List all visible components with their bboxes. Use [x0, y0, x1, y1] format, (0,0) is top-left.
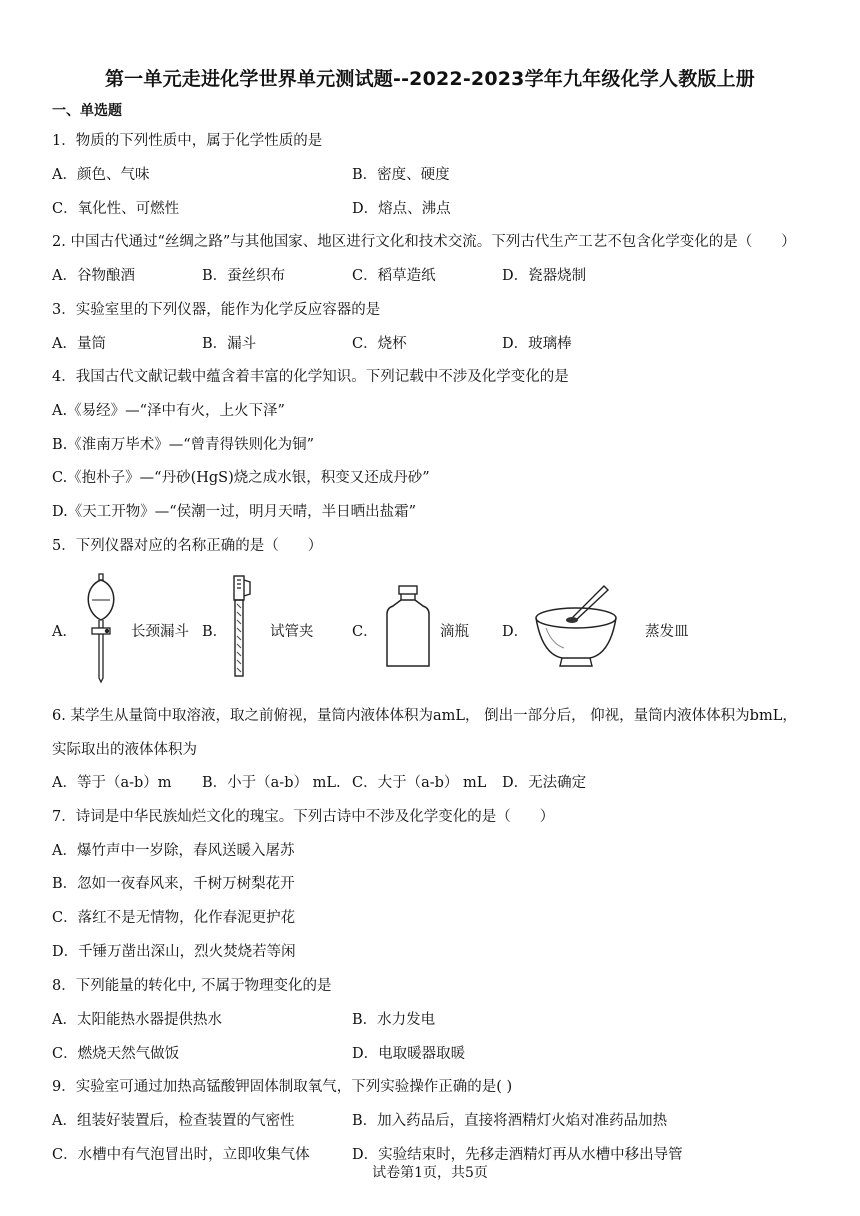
question-5-label-d: 蒸发皿: [645, 624, 689, 640]
question-9-option-b: B．加入药品后，直接将酒精灯火焰对准药品加热: [352, 1113, 668, 1129]
question-6-stem: 6. 某学生从量筒中取溶液，取之前俯视，量筒内液体体积为amL， 倒出一部分后， 仰视，量筒内液体体积为bmL，: [52, 708, 797, 724]
question-3-option-a: A．量筒: [52, 336, 106, 352]
question-6-option-c: C．大于（a-b） mL: [352, 775, 487, 791]
question-2-option-a: A．谷物酿酒: [52, 268, 135, 284]
question-6-option-b-text: B．小于（a-b） mL: [202, 775, 336, 791]
question-5-option-d: D．: [502, 624, 529, 640]
page-footer: 试卷第1页，共5页: [372, 1165, 488, 1181]
question-8-option-b: B．水力发电: [352, 1012, 436, 1028]
question-3-stem: 3．实验室里的下列仪器，能作为化学反应容器的是: [52, 302, 381, 318]
question-4-option-b: B.《淮南万毕术》—“曾青得铁则化为铜”: [52, 437, 315, 453]
question-1-option-b: B．密度、硬度: [352, 167, 450, 183]
question-6-stem-continued: 实际取出的液体体积为: [52, 742, 197, 758]
question-2-option-d: D．瓷器烧制: [502, 268, 587, 284]
question-1-option-c: C．氧化性、可燃性: [52, 201, 180, 217]
question-6-option-a: A．等于（a-b）m: [52, 775, 172, 791]
question-9-stem: 9．实验室可通过加热高锰酸钾固体制取氧气，下列实验操作正确的是( ): [52, 1079, 513, 1095]
test-tube-holder-icon: [228, 574, 254, 680]
question-8-option-d: D．电取暖器取暖: [352, 1046, 466, 1062]
question-6-option-b: [202, 771, 341, 792]
question-3-option-c: C．烧杯: [352, 336, 407, 352]
question-4-option-a: A.《易经》—“泽中有火，上火下泽”: [52, 403, 285, 419]
question-5-label-a: 长颈漏斗: [131, 624, 189, 640]
question-2-stem: 2. 中国古代通过“丝绸之路”与其他国家、地区进行文化和技术交流。下列古代生产工艺不包含化学变化的是（ ）: [52, 234, 796, 250]
question-1-stem: 1．物质的下列性质中，属于化学性质的是: [52, 133, 323, 149]
question-9-option-d: D．实验结束时，先移走酒精灯再从水槽中移出导管: [352, 1147, 683, 1163]
question-5-option-a: A．: [52, 624, 77, 640]
section-heading: 一、单选题: [52, 103, 122, 119]
question-7-stem: 7．诗词是中华民族灿烂文化的瑰宝。下列古诗中不涉及化学变化的是（ ）: [52, 809, 555, 825]
page-title: 第一单元走进化学世界单元测试题--2022-2023学年九年级化学人教版上册: [104, 68, 756, 90]
question-5-option-c: C．: [352, 624, 378, 640]
question-6-option-b-period: .: [335, 775, 341, 791]
question-5-option-b: B．: [202, 624, 228, 640]
question-3-option-b: B．漏斗: [202, 336, 257, 352]
question-1-option-a: A．颜色、气味: [52, 167, 150, 183]
question-7-option-b: B．忽如一夜春风来，千树万树梨花开: [52, 876, 295, 892]
question-2-option-c: C．稻草造纸: [352, 268, 436, 284]
question-5-label-c: 滴瓶: [440, 624, 469, 640]
question-5-label-b: 试管夹: [270, 624, 314, 640]
question-8-stem: 8．下列能量的转化中, 不属于物理变化的是: [52, 978, 332, 994]
separatory-funnel-icon: [80, 570, 122, 685]
question-2-option-b: B．蚕丝织布: [202, 268, 286, 284]
question-9-option-c: C．水槽中有气泡冒出时，立即收集气体: [52, 1147, 310, 1163]
question-8-option-c: C．燃烧天然气做饭: [52, 1046, 180, 1062]
question-7-option-d: D．千锤万凿出深山，烈火焚烧若等闲: [52, 944, 296, 960]
question-4-option-d: D.《天工开物》—“侯潮一过，明月天晴，半日晒出盐霜”: [52, 504, 417, 520]
question-7-option-c: C．落红不是无情物，化作春泥更护花: [52, 910, 296, 926]
question-5-stem: 5．下列仪器对应的名称正确的是（ ）: [52, 538, 323, 554]
question-1-option-d: D．熔点、沸点: [352, 201, 451, 217]
mortar-and-pestle-icon: [532, 582, 624, 672]
wide-mouth-bottle-icon: [383, 584, 433, 670]
question-9-option-a: A．组装好装置后，检查装置的气密性: [52, 1113, 295, 1129]
question-3-option-d: D．玻璃棒: [502, 336, 572, 352]
question-4-stem: 4．我国古代文献记载中蕴含着丰富的化学知识。下列记载中不涉及化学变化的是: [52, 369, 569, 385]
question-8-option-a: A．太阳能热水器提供热水: [52, 1012, 222, 1028]
question-4-option-c: C.《抱朴子》—“丹砂(HgS)烧之成水银，积变又还成丹砂”: [52, 470, 430, 486]
question-7-option-a: A．爆竹声中一岁除，春风送暖入屠苏: [52, 843, 295, 859]
question-6-option-d: D．无法确定: [502, 775, 587, 791]
